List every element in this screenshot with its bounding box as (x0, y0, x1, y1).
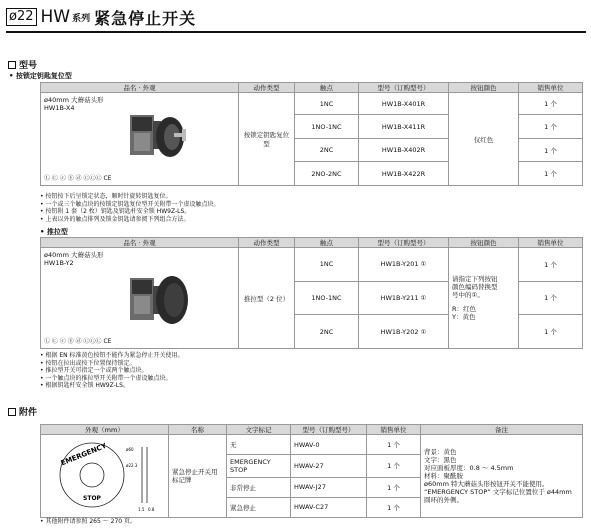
button-color-note (449, 248, 519, 349)
model-cell: HWAV-C27 (291, 497, 367, 517)
section-square-icon (8, 61, 16, 69)
push-pull-switch-image (126, 268, 192, 332)
product-model: HW1B-Y2 (44, 259, 74, 267)
series-label: 系列 (72, 13, 91, 24)
model-cell: HWAV-27 (291, 455, 367, 477)
plate-drawing-cell (41, 435, 169, 518)
model-cell: HWAV-0 (291, 435, 367, 455)
table-header-row (41, 83, 583, 93)
marking-cell: EMERGENCY STOP (227, 455, 291, 477)
subsection-push-pull: • 推拉型 (40, 228, 68, 236)
th-action: 动作类型 (239, 83, 295, 93)
table-row (41, 248, 583, 282)
th-contact: 触点 (295, 238, 359, 248)
color-note-line: 颜色编码替换型 (452, 283, 498, 291)
th-product: 品名 · 外观 (41, 238, 239, 248)
unit-cell: 1 个 (519, 162, 583, 186)
notes-key-reset (40, 193, 580, 223)
section-model-heading (8, 58, 37, 71)
note-item: • 按钮附 1 套（2 枚）钥匙及钥匙杆安全锁 HW9Z-LS。 (40, 208, 580, 216)
contact-cell: 1NO-1NC (295, 115, 359, 139)
product-model: HW1B-X4 (44, 104, 75, 112)
table-header-row (41, 425, 583, 435)
sub2-label: 推拉型 (46, 228, 68, 236)
color-note-line: 号中的①。 (452, 291, 484, 299)
section-square-icon (8, 408, 16, 416)
section-accessory-heading (8, 405, 37, 418)
model-cell: HW1B-Y201 ① (359, 248, 449, 282)
note-item: • 根据 EN 标准黄色按钮不能作为紧急停止开关使用。 (40, 352, 580, 360)
accessory-table (40, 424, 583, 518)
page-title: 紧急停止开关 (94, 8, 197, 28)
model-cell: HWAV-J27 (291, 477, 367, 497)
dim-label: ø22.3 (125, 463, 137, 468)
note-item: • 根据钥匙杆安全锁 HW9Z-LS。 (40, 382, 580, 390)
footer-note (40, 518, 580, 526)
key-reset-switch-image (126, 107, 190, 167)
th-unit: 销售单位 (367, 425, 421, 435)
th-model: 型号（订购型号） (359, 238, 449, 248)
remark-line: “EMERGENCY STOP” 文字标记位置位于 ø44mm 圆环的外侧。 (424, 488, 572, 504)
unit-cell: 1 个 (367, 477, 421, 497)
note-item: • 按钮按下后呈锁定状态，顺时针旋转钥匙复位。 (40, 193, 580, 201)
marking-cell: 紧急停止 (227, 497, 291, 517)
note-item: • 推拉型开关可指定一个或两个触点块。 (40, 367, 580, 375)
product-name: ø40mm 大蘑菇头形 (44, 251, 104, 259)
product-cell (41, 248, 239, 349)
unit-cell: 1 个 (519, 315, 583, 349)
remark-line: 背景：黄色 (424, 448, 457, 456)
th-action: 动作类型 (239, 238, 295, 248)
unit-cell: 1 个 (519, 115, 583, 139)
contact-cell: 2NC (295, 138, 359, 162)
remark-line: 文字：黑色 (424, 456, 457, 464)
diameter-badge: ø22 (6, 8, 37, 26)
model-table-push-pull (40, 237, 583, 349)
plate-text-top: EMERGENCY (59, 441, 108, 468)
notes-push-pull (40, 352, 580, 390)
contact-cell: 1NC (295, 248, 359, 282)
th-remarks: 备注 (421, 425, 583, 435)
series-model: HW (40, 7, 71, 27)
note-item: • 一个触点块的推拉型开关附带一个虚设触点块。 (40, 375, 580, 383)
dim-label: 0.8 (147, 507, 154, 512)
remark-line: 材料：聚酰胺 (424, 472, 463, 480)
model-cell: HW1B-X422R (359, 162, 449, 186)
th-model: 型号（订购型号） (359, 83, 449, 93)
unit-cell: 1 个 (519, 281, 583, 315)
model-cell: HW1B-Y202 ① (359, 315, 449, 349)
action-type: 按锁定钥匙复位型 (239, 93, 295, 186)
th-unit: 销售单位 (519, 83, 583, 93)
contact-cell: 2NO-2NC (295, 162, 359, 186)
certification-icons: Ⓛ Ⓒ ⓒ Ⓔ ⓓ ⒸⒸⒸ CE (44, 338, 112, 345)
button-color: 仅红色 (449, 93, 519, 186)
dim-label: 1.5 (137, 507, 144, 512)
footer-text: • 其他附件请参照 265 ～ 270 页。 (40, 518, 580, 526)
th-contact: 触点 (295, 83, 359, 93)
remark-line: 对应面板厚度：0.8 ～ 4.5mm (424, 464, 514, 472)
table-row (41, 435, 583, 455)
model-cell: HW1B-X401R (359, 93, 449, 115)
note-item: • 上表以外的触点排列及锁金钥匙请参阅下列组合方法。 (40, 216, 580, 224)
th-marking: 文字标记 (227, 425, 291, 435)
th-color: 按钮颜色 (449, 83, 519, 93)
unit-cell: 1 个 (519, 93, 583, 115)
subsection-key-reset: • 按锁定钥匙复位型 (9, 72, 72, 80)
page-header (6, 6, 196, 28)
model-cell: HW1B-X402R (359, 138, 449, 162)
unit-cell: 1 个 (519, 138, 583, 162)
accessory-name: 紧急停止开关用标记牌 (169, 435, 227, 518)
note-item: • 按钮在拉出或按下位置保持锁定。 (40, 360, 580, 368)
th-model: 型号（订购型号） (291, 425, 367, 435)
color-note-line: Y：黄色 (452, 313, 476, 321)
dim-label: ø60 (125, 447, 134, 452)
note-item: • 一个或三个触点块的按锁定钥匙复位型开关附带一个虚设触点块。 (40, 201, 580, 209)
th-color: 按钮颜色 (449, 238, 519, 248)
th-product: 品名 · 外观 (41, 83, 239, 93)
model-table-key-reset (40, 82, 583, 186)
header-rule (6, 31, 586, 33)
action-type: 推拉型（2 位） (239, 248, 295, 349)
model-cell: HW1B-X411R (359, 115, 449, 139)
color-note-line: R：红色 (452, 305, 477, 313)
section-model-label: 型号 (19, 61, 38, 71)
unit-cell: 1 个 (367, 497, 421, 517)
model-cell: HW1B-Y211 ① (359, 281, 449, 315)
unit-cell: 1 个 (367, 455, 421, 477)
remark-line: ø60mm 特大蘑菇头形按钮开关不能使用。 (424, 480, 549, 488)
th-appearance: 外观（mm） (41, 425, 169, 435)
unit-cell: 1 个 (519, 248, 583, 282)
table-header-row (41, 238, 583, 248)
product-name: ø40mm 大蘑菇头形 (44, 96, 104, 104)
sub1-label: 按锁定钥匙复位型 (15, 72, 72, 80)
th-unit: 销售单位 (519, 238, 583, 248)
table-row (41, 93, 583, 115)
plate-text-bottom: STOP (82, 495, 101, 502)
th-name: 名称 (169, 425, 227, 435)
marking-cell: 非常停止 (227, 477, 291, 497)
marking-cell: 无 (227, 435, 291, 455)
remarks-cell (421, 435, 583, 518)
color-note-line: 请指定下列按钮 (452, 275, 498, 283)
marking-plate-drawing (46, 437, 164, 515)
certification-icons: Ⓛ Ⓒ ⓒ Ⓔ ⓓ ⒸⒸⒸ CE (44, 175, 112, 182)
contact-cell: 2NC (295, 315, 359, 349)
section-acc-label: 附件 (19, 408, 38, 418)
contact-cell: 1NC (295, 93, 359, 115)
unit-cell: 1 个 (367, 435, 421, 455)
product-cell (41, 93, 239, 186)
contact-cell: 1NO-1NC (295, 281, 359, 315)
